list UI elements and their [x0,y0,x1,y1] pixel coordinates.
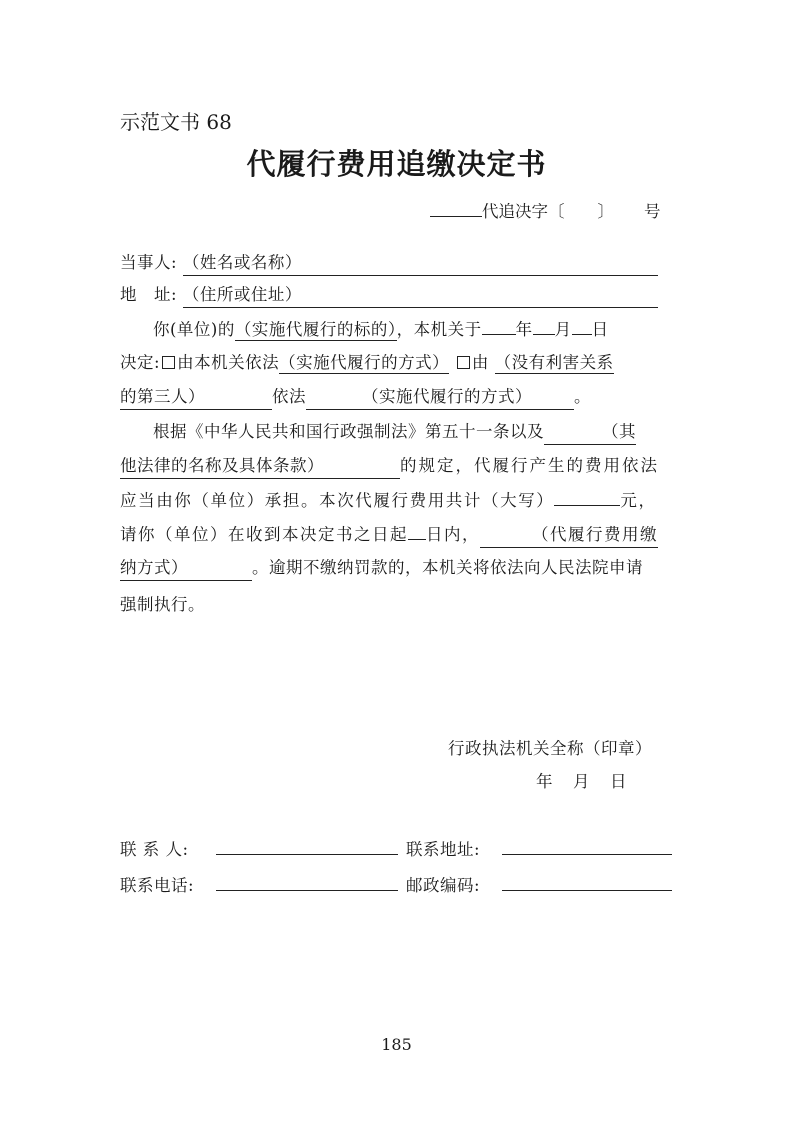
postcode-field[interactable] [502,874,672,891]
text: 元， [620,491,657,510]
body-para2-line-1 [120,421,672,445]
signature-org: 行政执法机关全称（印章） [448,739,652,758]
body-para2-line-4 [120,523,672,548]
body-para2-line-2 [120,455,672,479]
text: 你(单位)的 [153,320,235,339]
checkbox-by-agency[interactable] [162,356,175,369]
contact-phone-label: 联系电话: [120,876,195,895]
contact-address-field[interactable] [502,838,672,855]
doc-number-text: 代追决字〔 〕 [482,202,614,221]
text: 。逾期不缴纳罚款的，本机关将依法向人民法院申请 [252,558,643,577]
text: 日 [591,320,609,339]
third-party-field[interactable]: （没有利害关系 [494,353,614,372]
body-line-1 [120,318,672,341]
party-field[interactable] [183,252,658,276]
other-law-field[interactable] [544,421,636,445]
address-line [120,284,672,308]
address-field[interactable] [183,284,658,308]
contact-row-2 [120,874,672,897]
signature-date: 年 月 日 [536,772,629,791]
party-placeholder: （姓名或名称） [182,253,302,272]
doc-number [430,198,661,222]
body-para2-line-6: 强制执行。 [120,595,205,614]
contact-phone-field[interactable] [216,874,398,891]
contact-person-field[interactable] [216,838,398,855]
text: （实施代履行的方式） [362,387,532,406]
payment-method-field-cont[interactable] [120,557,252,581]
text: 年 [515,320,533,339]
text: 依法 [272,387,306,406]
text: （其 [602,422,636,441]
other-law-field-cont[interactable] [120,455,400,479]
party-label: 当事人: [120,253,178,272]
total-amount-blank[interactable] [554,489,620,506]
contact-address-label: 联系地址: [406,840,481,859]
method-field[interactable]: （实施代履行的方式） [279,353,450,372]
text: 由 [471,353,489,372]
contact-person-label: 联 系 人: [120,840,189,859]
body-line-3 [120,386,672,410]
text: 应当由你（单位）承担。本次代履行费用共计（大写） [120,491,555,510]
text: 月 [554,320,572,339]
text: 日内， [426,525,480,544]
address-placeholder: （住所或住址） [182,285,302,304]
party-line [120,252,672,276]
text: ，本机关于 [396,320,482,339]
body-line-2 [120,352,672,374]
enforcement-target-field[interactable]: （实施代履行的标的） [234,320,397,339]
days-blank[interactable] [408,523,426,540]
page-title: 代履行费用追缴决定书 [246,147,547,181]
text: 的规定，代履行产生的费用依法 [400,456,659,475]
body-para2-line-5 [120,557,672,581]
text: （代履行费用缴 [532,525,658,544]
day-blank[interactable] [572,318,592,335]
text: 。 [574,387,591,406]
third-party-field-cont[interactable] [120,386,272,410]
doc-number-suffix: 号 [644,202,661,221]
postcode-label: 邮政编码: [406,876,481,895]
text: 他法律的名称及具体条款） [120,456,324,475]
year-blank[interactable] [482,318,516,335]
page-number: 185 [381,1035,412,1054]
text: 请你（单位）在收到本决定书之日起 [120,525,408,544]
third-party-method-field[interactable] [306,386,574,410]
text: 根据《中华人民共和国行政强制法》第五十一条以及 [153,422,544,441]
text: 纳方式） [120,558,188,577]
text: 决定: [120,353,161,372]
sample-label: 示范文书 68 [120,110,232,134]
body-para2-line-3 [120,489,672,512]
address-label: 地 址: [120,285,178,304]
payment-method-field[interactable] [480,524,658,548]
checkbox-third-party[interactable] [457,356,470,369]
text: 的第三人） [120,387,205,406]
doc-number-prefix-blank[interactable] [430,200,482,217]
contact-row-1 [120,838,672,861]
month-blank[interactable] [533,318,555,335]
text: 由本机关依法 [177,353,280,372]
